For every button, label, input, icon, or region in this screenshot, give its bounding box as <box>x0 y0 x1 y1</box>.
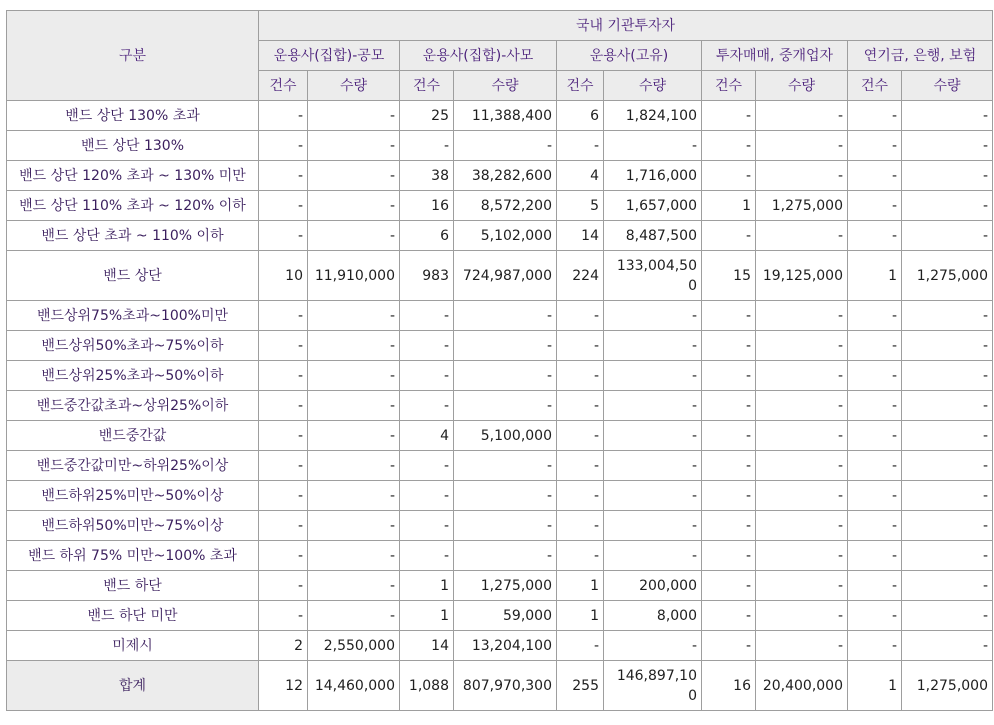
qty-cell: - <box>756 301 848 331</box>
count-cell: 12 <box>259 661 308 711</box>
qty-cell: 11,910,000 <box>308 251 400 301</box>
qty-cell: - <box>756 421 848 451</box>
table-row <box>7 161 993 191</box>
count-cell: 16 <box>702 661 756 711</box>
table-row <box>7 421 993 451</box>
qty-cell: - <box>756 631 848 661</box>
qty-header: 수량 <box>604 71 702 101</box>
qty-cell: 8,487,500 <box>604 221 702 251</box>
qty-cell: - <box>308 601 400 631</box>
count-cell: - <box>259 331 308 361</box>
count-cell: 1 <box>400 571 454 601</box>
qty-header: 수량 <box>308 71 400 101</box>
count-cell: - <box>557 131 604 161</box>
subgroup-header: 연기금, 은행, 보험 <box>848 41 993 71</box>
count-cell: - <box>557 421 604 451</box>
qty-cell: 1,275,000 <box>902 251 993 301</box>
qty-cell: - <box>756 571 848 601</box>
count-cell: 4 <box>557 161 604 191</box>
table-row <box>7 631 993 661</box>
qty-cell: - <box>308 131 400 161</box>
qty-header: 수량 <box>756 71 848 101</box>
count-cell: - <box>400 301 454 331</box>
qty-cell: 13,204,100 <box>454 631 557 661</box>
qty-cell: - <box>308 481 400 511</box>
qty-cell: 8,000 <box>604 601 702 631</box>
count-cell: - <box>848 391 902 421</box>
subgroup-header: 운용사(집합)-사모 <box>400 41 557 71</box>
qty-cell: - <box>308 101 400 131</box>
count-cell: - <box>848 301 902 331</box>
count-cell: 983 <box>400 251 454 301</box>
count-cell: - <box>702 451 756 481</box>
qty-cell: - <box>902 131 993 161</box>
qty-cell: - <box>902 511 993 541</box>
count-cell: - <box>848 511 902 541</box>
row-label: 밴드중간값초과~상위25%이하 <box>7 391 259 421</box>
qty-cell: - <box>454 481 557 511</box>
qty-cell: 5,100,000 <box>454 421 557 451</box>
qty-cell: - <box>604 421 702 451</box>
count-cell: - <box>702 221 756 251</box>
count-cell: - <box>848 191 902 221</box>
qty-cell: - <box>756 361 848 391</box>
count-header: 건수 <box>848 71 902 101</box>
qty-cell: 146,897,100 <box>604 661 702 711</box>
table-row <box>7 251 993 301</box>
qty-cell: - <box>902 571 993 601</box>
qty-cell: - <box>308 221 400 251</box>
qty-cell: - <box>756 101 848 131</box>
qty-cell: - <box>604 511 702 541</box>
qty-cell: - <box>604 541 702 571</box>
qty-cell: - <box>308 361 400 391</box>
count-cell: 4 <box>400 421 454 451</box>
qty-cell: - <box>308 391 400 421</box>
count-cell: 1 <box>848 661 902 711</box>
count-cell: - <box>259 301 308 331</box>
qty-cell: - <box>756 161 848 191</box>
count-cell: - <box>259 541 308 571</box>
count-cell: 5 <box>557 191 604 221</box>
qty-cell: - <box>308 541 400 571</box>
qty-cell: - <box>902 361 993 391</box>
category-header: 구분 <box>7 11 259 101</box>
qty-cell: 1,275,000 <box>756 191 848 221</box>
count-cell: - <box>400 451 454 481</box>
qty-cell: - <box>604 451 702 481</box>
count-cell: 6 <box>557 101 604 131</box>
qty-cell: - <box>902 541 993 571</box>
table-row <box>7 301 993 331</box>
qty-cell: - <box>902 481 993 511</box>
qty-cell: - <box>308 511 400 541</box>
count-cell: - <box>848 541 902 571</box>
qty-cell: 1,275,000 <box>454 571 557 601</box>
qty-cell: 8,572,200 <box>454 191 557 221</box>
qty-cell: - <box>308 451 400 481</box>
count-header: 건수 <box>400 71 454 101</box>
row-label: 밴드 하단 <box>7 571 259 601</box>
qty-cell: - <box>902 221 993 251</box>
total-label: 합계 <box>7 661 259 711</box>
count-cell: - <box>259 601 308 631</box>
count-cell: - <box>702 601 756 631</box>
count-cell: - <box>259 451 308 481</box>
qty-header: 수량 <box>902 71 993 101</box>
table-row <box>7 391 993 421</box>
qty-cell: - <box>308 571 400 601</box>
qty-cell: - <box>756 481 848 511</box>
qty-cell: 11,388,400 <box>454 101 557 131</box>
qty-cell: 1,275,000 <box>902 661 993 711</box>
count-cell: 255 <box>557 661 604 711</box>
row-label: 밴드하위25%미만~50%이상 <box>7 481 259 511</box>
count-cell: - <box>400 541 454 571</box>
qty-cell: - <box>902 421 993 451</box>
table-row <box>7 221 993 251</box>
qty-cell: - <box>756 391 848 421</box>
count-cell: - <box>848 161 902 191</box>
subgroup-header: 운용사(고유) <box>557 41 702 71</box>
count-cell: - <box>848 221 902 251</box>
group-header: 국내 기관투자자 <box>259 11 993 41</box>
row-label: 밴드상위25%초과~50%이하 <box>7 361 259 391</box>
qty-cell: 1,657,000 <box>604 191 702 221</box>
row-label: 밴드상위50%초과~75%이하 <box>7 331 259 361</box>
count-cell: - <box>557 301 604 331</box>
count-header: 건수 <box>702 71 756 101</box>
row-label: 밴드 하위 75% 미만~100% 초과 <box>7 541 259 571</box>
qty-cell: - <box>454 301 557 331</box>
count-cell: - <box>848 631 902 661</box>
qty-header: 수량 <box>454 71 557 101</box>
count-cell: - <box>400 131 454 161</box>
count-cell: - <box>702 131 756 161</box>
row-label: 밴드중간값 <box>7 421 259 451</box>
qty-cell: 1,716,000 <box>604 161 702 191</box>
count-cell: - <box>848 331 902 361</box>
count-cell: - <box>400 361 454 391</box>
table-row <box>7 131 993 161</box>
count-header: 건수 <box>259 71 308 101</box>
count-cell: - <box>702 301 756 331</box>
qty-cell: 38,282,600 <box>454 161 557 191</box>
row-label: 미제시 <box>7 631 259 661</box>
count-cell: 1 <box>702 191 756 221</box>
count-cell: - <box>259 571 308 601</box>
table-row <box>7 361 993 391</box>
count-cell: 1 <box>848 251 902 301</box>
qty-cell: - <box>454 451 557 481</box>
count-cell: - <box>702 541 756 571</box>
count-cell: - <box>848 601 902 631</box>
count-cell: - <box>259 481 308 511</box>
qty-cell: - <box>308 191 400 221</box>
row-label: 밴드하위50%미만~75%이상 <box>7 511 259 541</box>
qty-cell: - <box>454 511 557 541</box>
table-row <box>7 481 993 511</box>
qty-cell: 807,970,300 <box>454 661 557 711</box>
count-cell: 1,088 <box>400 661 454 711</box>
table-row <box>7 541 993 571</box>
count-cell: - <box>702 481 756 511</box>
table-row <box>7 601 993 631</box>
subgroup-header: 운용사(집합)-공모 <box>259 41 400 71</box>
qty-cell: - <box>308 301 400 331</box>
qty-cell: - <box>454 541 557 571</box>
count-cell: 14 <box>557 221 604 251</box>
row-label: 밴드 상단 120% 초과 ~ 130% 미만 <box>7 161 259 191</box>
count-cell: - <box>259 221 308 251</box>
qty-cell: - <box>902 301 993 331</box>
qty-cell: 200,000 <box>604 571 702 601</box>
count-header: 건수 <box>557 71 604 101</box>
count-cell: - <box>557 451 604 481</box>
subgroup-header: 투자매매, 중개업자 <box>702 41 848 71</box>
table-row <box>7 101 993 131</box>
qty-cell: - <box>902 191 993 221</box>
qty-cell: - <box>756 541 848 571</box>
qty-cell: - <box>454 331 557 361</box>
qty-cell: 19,125,000 <box>756 251 848 301</box>
count-cell: - <box>557 361 604 391</box>
count-cell: 1 <box>557 601 604 631</box>
qty-cell: 14,460,000 <box>308 661 400 711</box>
qty-cell: 2,550,000 <box>308 631 400 661</box>
count-cell: 10 <box>259 251 308 301</box>
count-cell: - <box>848 131 902 161</box>
count-cell: 224 <box>557 251 604 301</box>
qty-cell: - <box>604 481 702 511</box>
row-label: 밴드중간값미만~하위25%이상 <box>7 451 259 481</box>
count-cell: - <box>702 571 756 601</box>
qty-cell: - <box>756 511 848 541</box>
count-cell: - <box>557 391 604 421</box>
count-cell: 25 <box>400 101 454 131</box>
count-cell: - <box>702 421 756 451</box>
count-cell: - <box>400 331 454 361</box>
count-cell: - <box>702 631 756 661</box>
qty-cell: - <box>604 331 702 361</box>
count-cell: - <box>557 481 604 511</box>
qty-cell: 59,000 <box>454 601 557 631</box>
count-cell: - <box>557 541 604 571</box>
qty-cell: - <box>902 331 993 361</box>
qty-cell: 1,824,100 <box>604 101 702 131</box>
row-label: 밴드 상단 <box>7 251 259 301</box>
count-cell: - <box>400 481 454 511</box>
qty-cell: - <box>604 391 702 421</box>
row-label: 밴드 하단 미만 <box>7 601 259 631</box>
qty-cell: - <box>756 601 848 631</box>
qty-cell: - <box>604 131 702 161</box>
row-label: 밴드 상단 초과 ~ 110% 이하 <box>7 221 259 251</box>
count-cell: - <box>259 191 308 221</box>
count-cell: - <box>848 571 902 601</box>
table-row <box>7 191 993 221</box>
count-cell: - <box>848 451 902 481</box>
qty-cell: - <box>756 131 848 161</box>
count-cell: - <box>848 361 902 391</box>
row-label: 밴드 상단 130% <box>7 131 259 161</box>
qty-cell: - <box>756 331 848 361</box>
count-cell: 6 <box>400 221 454 251</box>
count-cell: 2 <box>259 631 308 661</box>
count-cell: - <box>702 391 756 421</box>
qty-cell: - <box>604 301 702 331</box>
count-cell: - <box>848 101 902 131</box>
table-row <box>7 451 993 481</box>
count-cell: - <box>400 511 454 541</box>
qty-cell: - <box>902 631 993 661</box>
count-cell: - <box>702 331 756 361</box>
count-cell: - <box>848 481 902 511</box>
count-cell: 1 <box>557 571 604 601</box>
qty-cell: - <box>902 161 993 191</box>
count-cell: - <box>702 511 756 541</box>
row-label: 밴드 상단 110% 초과 ~ 120% 이하 <box>7 191 259 221</box>
count-cell: 15 <box>702 251 756 301</box>
qty-cell: - <box>454 361 557 391</box>
total-row <box>7 661 993 711</box>
qty-cell: - <box>604 361 702 391</box>
qty-cell: - <box>902 451 993 481</box>
table-row <box>7 511 993 541</box>
count-cell: - <box>557 631 604 661</box>
qty-cell: - <box>756 451 848 481</box>
table-row <box>7 571 993 601</box>
qty-cell: 20,400,000 <box>756 661 848 711</box>
count-cell: - <box>259 511 308 541</box>
count-cell: - <box>848 421 902 451</box>
qty-cell: - <box>604 631 702 661</box>
count-cell: 14 <box>400 631 454 661</box>
qty-cell: - <box>308 161 400 191</box>
count-cell: - <box>702 361 756 391</box>
qty-cell: 5,102,000 <box>454 221 557 251</box>
qty-cell: 133,004,500 <box>604 251 702 301</box>
count-cell: - <box>259 391 308 421</box>
qty-cell: - <box>308 421 400 451</box>
qty-cell: 724,987,000 <box>454 251 557 301</box>
qty-cell: - <box>756 221 848 251</box>
count-cell: - <box>259 131 308 161</box>
qty-cell: - <box>902 101 993 131</box>
count-cell: 38 <box>400 161 454 191</box>
qty-cell: - <box>902 391 993 421</box>
count-cell: - <box>557 331 604 361</box>
qty-cell: - <box>308 331 400 361</box>
count-cell: - <box>259 161 308 191</box>
count-cell: - <box>400 391 454 421</box>
count-cell: - <box>557 511 604 541</box>
count-cell: - <box>702 101 756 131</box>
count-cell: 1 <box>400 601 454 631</box>
count-cell: - <box>259 101 308 131</box>
table-row <box>7 331 993 361</box>
count-cell: - <box>259 421 308 451</box>
row-label: 밴드상위75%초과~100%미만 <box>7 301 259 331</box>
count-cell: - <box>259 361 308 391</box>
qty-cell: - <box>454 391 557 421</box>
count-cell: 16 <box>400 191 454 221</box>
demand-forecast-table <box>6 10 993 711</box>
qty-cell: - <box>454 131 557 161</box>
qty-cell: - <box>902 601 993 631</box>
count-cell: - <box>702 161 756 191</box>
row-label: 밴드 상단 130% 초과 <box>7 101 259 131</box>
